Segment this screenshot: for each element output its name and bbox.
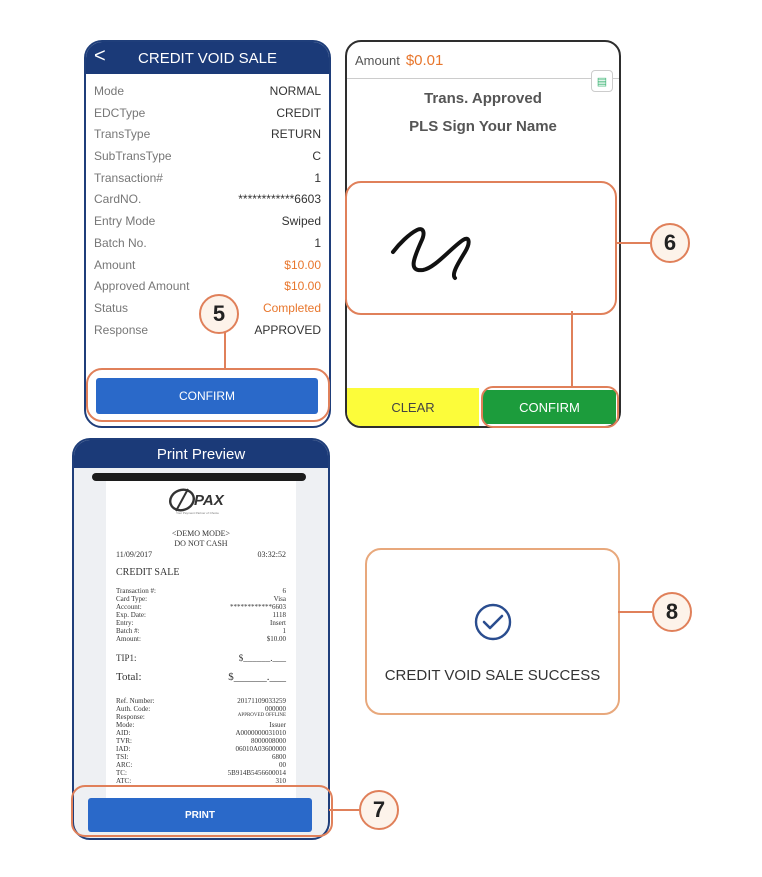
step-badge-7: 7 <box>359 790 399 830</box>
receipt-row: Card Type: Visa <box>116 595 286 603</box>
pax-logo-text: PAX <box>194 492 224 509</box>
detail-value: C <box>312 149 321 164</box>
receipt-row: AID: A0000000031010 <box>116 729 286 737</box>
step-badge-5: 5 <box>199 294 239 334</box>
detail-row <box>94 84 321 106</box>
detail-value: APPROVED <box>254 322 321 337</box>
success-message: CREDIT VOID SALE SUCCESS <box>384 667 601 684</box>
receipt-row: Amount: $10.00 <box>116 635 286 643</box>
print-preview-screen <box>72 438 330 840</box>
print-button[interactable]: PRINT <box>88 798 312 832</box>
detail-row <box>94 171 321 193</box>
detail-value: ************6603 <box>238 192 321 207</box>
detail-value: $10.00 <box>284 279 321 294</box>
approval-message: Trans. Approved <box>424 90 542 107</box>
sign-prompt: PLS Sign Your Name <box>409 118 557 135</box>
detail-label: Response <box>94 322 149 337</box>
step-badge-6: 6 <box>650 223 690 263</box>
receipt-row: ARC: 00 <box>116 761 286 769</box>
success-card <box>365 548 620 715</box>
detail-label: Batch No. <box>94 235 147 250</box>
tip-line: TIP1: $______.___ <box>116 653 286 663</box>
detail-row <box>94 258 321 280</box>
total-line: Total: $______.___ <box>116 671 286 683</box>
amount-display <box>355 52 443 69</box>
detail-row <box>94 214 321 236</box>
callout-line-7 <box>329 809 359 811</box>
detail-value: 1 <box>314 235 321 250</box>
printer-slot <box>92 473 306 481</box>
detail-row <box>94 192 321 214</box>
detail-label: SubTransType <box>94 149 172 164</box>
detail-label: Approved Amount <box>94 279 190 294</box>
detail-label: TransType <box>94 127 151 142</box>
receipt-row: TC: 5B914B5456600014 <box>116 769 286 777</box>
demo-mode-text: <DEMO MODE> <box>171 529 231 538</box>
receipt-row: TSI: 6800 <box>116 753 286 761</box>
receipt-date: 11/09/2017 <box>116 550 153 559</box>
do-not-cash-text: DO NOT CASH <box>174 539 228 548</box>
receipt-row: Ref. Number: 20171109033259 <box>116 697 286 705</box>
step-badge-8: 8 <box>652 592 692 632</box>
receipt-row: Entry: Insert <box>116 619 286 627</box>
detail-value: 1 <box>314 170 321 185</box>
receipt-row: Response: APPROVED OFFLINE <box>116 713 286 721</box>
print-preview-title: Print Preview <box>74 440 328 468</box>
detail-label: Transaction# <box>94 170 163 185</box>
detail-row <box>94 236 321 258</box>
callout-line-8 <box>618 611 652 613</box>
screen-title: CREDIT VOID SALE <box>138 49 277 67</box>
print-highlight <box>71 785 333 837</box>
detail-row <box>94 127 321 149</box>
confirm-button[interactable]: CONFIRM <box>96 378 318 414</box>
detail-label: Amount <box>94 257 136 272</box>
receipt-row: IAD: 06010A03600000 <box>116 745 286 753</box>
detail-label: EDCType <box>94 105 146 120</box>
amount-label: Amount <box>355 53 400 68</box>
detail-row <box>94 106 321 128</box>
clear-button[interactable]: CLEAR <box>347 388 479 426</box>
receipt-row: Auth. Code: 000000 <box>116 705 286 713</box>
detail-row <box>94 149 321 171</box>
signature-highlight <box>345 181 617 315</box>
receipt-row: Exp. Date: 1118 <box>116 611 286 619</box>
detail-value: RETURN <box>271 127 321 142</box>
date-time-row <box>116 550 286 559</box>
receipt-row: Account: ************6603 <box>116 603 286 611</box>
detail-label: Status <box>94 300 129 315</box>
callout-line-6a <box>571 311 573 386</box>
pax-logo-tagline: Your Payment Partner of Choice <box>176 511 219 515</box>
receipt-row: ATC: 310 <box>116 777 286 785</box>
chat-icon[interactable]: ▤ <box>591 70 613 92</box>
receipt-time: 03:32:52 <box>257 550 286 559</box>
callout-line-6b <box>615 242 650 244</box>
detail-label: Mode <box>94 84 125 98</box>
check-circle-icon <box>473 602 513 642</box>
detail-value: $10.00 <box>284 257 321 272</box>
confirm-signature-button[interactable]: CONFIRM <box>483 390 616 424</box>
sale-title: CREDIT SALE <box>116 567 180 578</box>
receipt-row: Batch #: 1 <box>116 627 286 635</box>
detail-value: Swiped <box>281 214 321 229</box>
receipt-row: Mode: Issuer <box>116 721 286 729</box>
receipt-row: TVR: 8000008000 <box>116 737 286 745</box>
amount-value: $0.01 <box>405 52 444 69</box>
detail-value: Completed <box>262 300 321 315</box>
detail-value: CREDIT <box>276 105 321 120</box>
callout-line-5 <box>224 330 226 368</box>
divider <box>347 78 619 79</box>
detail-value: NORMAL <box>269 84 321 98</box>
back-icon[interactable]: < <box>94 45 106 67</box>
header-bar <box>86 42 329 74</box>
receipt-paper <box>106 481 296 803</box>
confirm-signature-highlight <box>481 386 619 428</box>
receipt-row: Transaction #: 6 <box>116 587 286 595</box>
detail-label: CardNO. <box>94 192 142 207</box>
confirm-highlight <box>86 368 330 422</box>
detail-label: Entry Mode <box>94 214 156 229</box>
